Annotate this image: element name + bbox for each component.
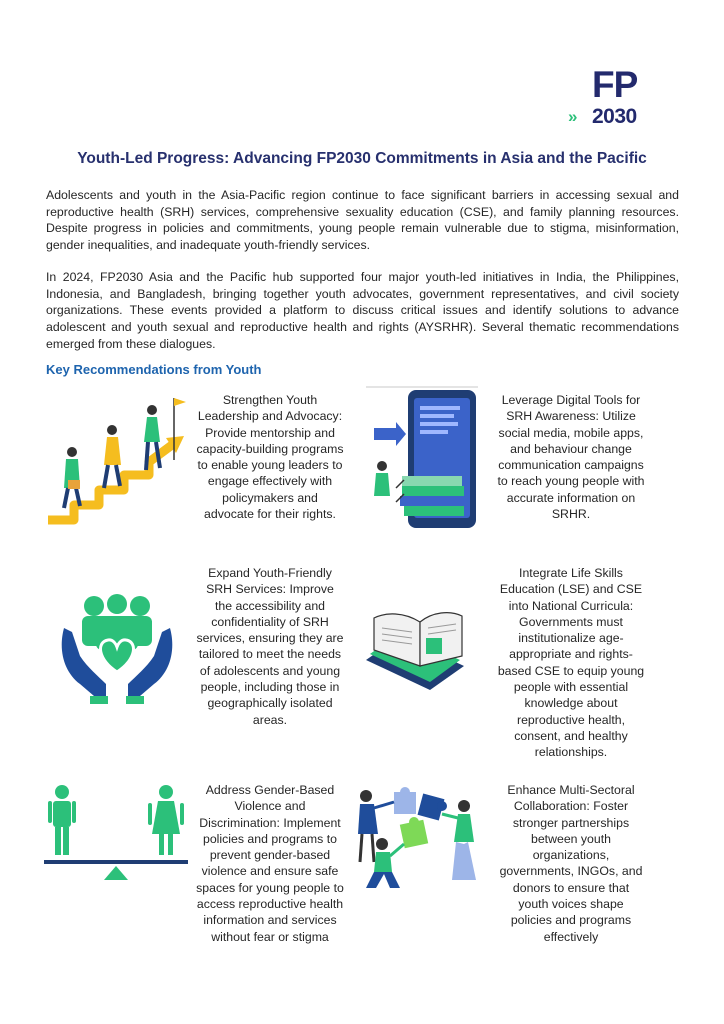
leadership-stairs-illustration — [44, 390, 194, 530]
open-book-icon — [360, 606, 472, 696]
gender-balance-icon — [42, 784, 190, 884]
recommendation-digital-tools: Leverage Digital Tools for SRH Awareness: Utilize social media, mobile apps, and behaviour change communication campaigns to reach young people with accurate information on SRHR. — [497, 393, 645, 522]
hands-heart-icon — [58, 594, 176, 706]
recommendation-youth-leadership: Strengthen Youth Leadership and Advocacy: Provide mentorship and capacity-building programs to enable young leaders to engage effectively with policymakers and advocate for their rights. — [196, 393, 344, 522]
fp2030-logo — [568, 64, 652, 128]
section-heading: Key Recommendations from Youth — [46, 362, 262, 377]
recommendation-gender-based-violence: Address Gender-Based Violence and Discrimination: Implement policies and programs to prevent gender-based violence and ensure safe spaces for young people to access reproductive health information and services without fear or stigma — [196, 783, 344, 944]
intro-paragraph-1: Adolescents and youth in the Asia-Pacific region continue to face significant barriers in accessing sexual and reproductive health (SRH) services, comprehensive sexuality education (CSE), and family planning resources. Despite progress in policies and commitments, young people remain vulnerable due to stigma, misinformation, gender inequalities, and inadequate youth-friendly services. — [46, 188, 679, 253]
recommendation-youth-friendly-services: Expand Youth-Friendly SRH Services: Improve the accessibility and confidentiality of SRH services, ensuring they are tailored to meet the needs of adolescents and young people, including those in geographically isolated areas. — [196, 566, 344, 727]
recommendation-multi-sectoral-collaboration: Enhance Multi-Sectoral Collaboration: Foster stronger partnerships between youth organizations, governments, INGOs, and donors to ensure that youth voices shape policies and programs effectively — [499, 783, 643, 944]
puzzle-team-illustration — [352, 782, 486, 894]
page-title: Youth-Led Progress: Advancing FP2030 Commitments in Asia and the Pacific — [77, 150, 647, 167]
logo-fp-text: FP — [592, 64, 638, 105]
logo-year-text: 2030 — [592, 105, 637, 128]
intro-paragraph-2: In 2024, FP2030 Asia and the Pacific hub supported four major youth-led initiatives in India, the Philippines, Indonesia, and Bangladesh, bringing together youth advocates, government representatives, and civil society organizations. These events provided a platform to discuss critical issues and identify solutions to advance adolescent and youth sexual and reproductive health and rights (AYSRHR). Several thematic recommendations emerged from these dialogues. — [46, 270, 679, 351]
digital-phone-illustration — [366, 384, 494, 532]
logo-arrows-icon: » — [568, 107, 575, 126]
recommendation-life-skills-education: Integrate Life Skills Education (LSE) and CSE into National Curricula: Governments must institutionalize age-appropriate and rights-based CSE to equip young people with essential knowledge about reproductive health, consent, and healthy relationships. — [497, 566, 645, 760]
